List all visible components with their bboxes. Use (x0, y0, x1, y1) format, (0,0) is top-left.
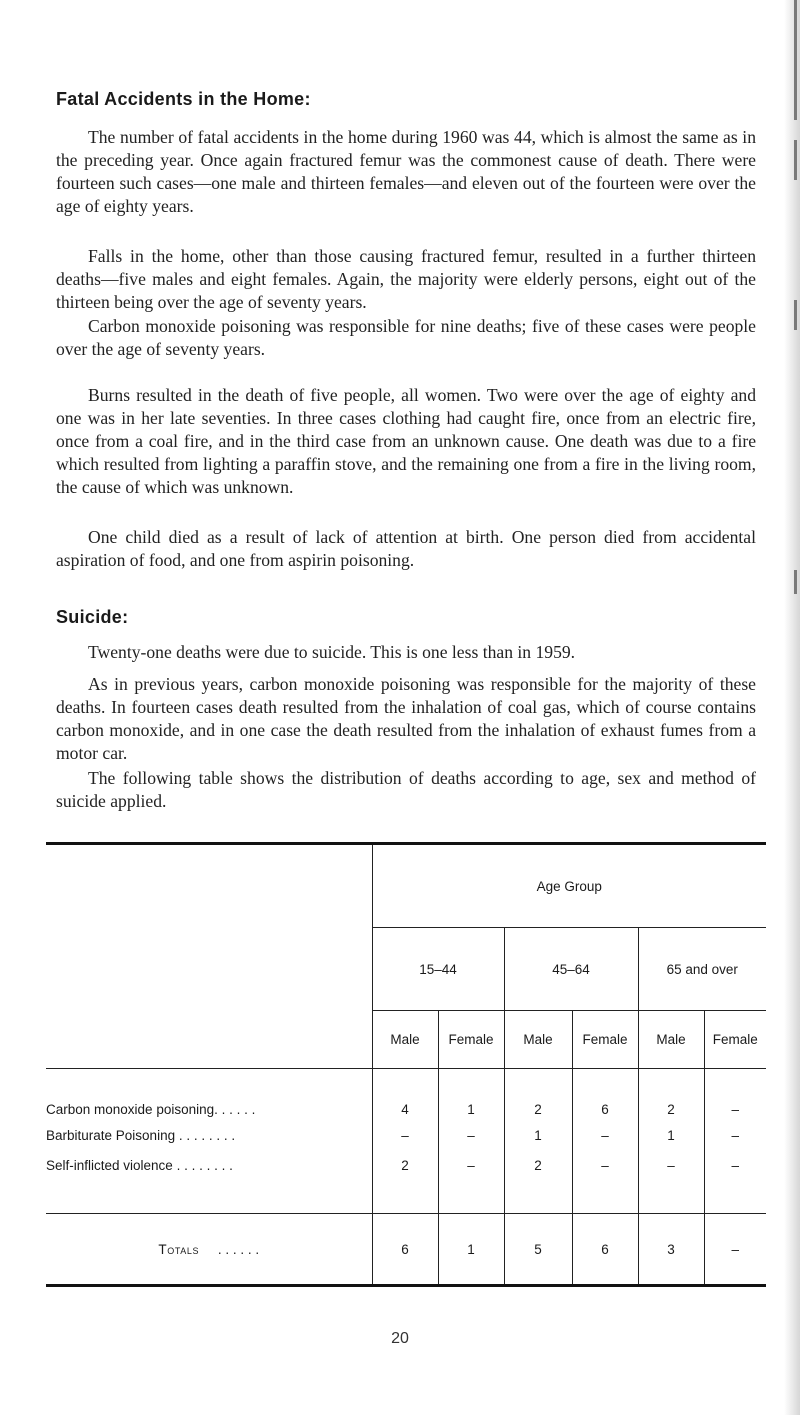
stub-header (46, 844, 372, 928)
row-label: Barbiturate Poisoning . . . . . . . . (46, 1128, 236, 1143)
table-row (46, 1152, 766, 1214)
cell: 4 (372, 1069, 438, 1120)
sex-header: Female (704, 1011, 766, 1069)
paragraph: Carbon monoxide poisoning was responsible for nine deaths; five of these cases were people over the age of seventy years. (56, 316, 756, 359)
paragraph: Burns resulted in the death of five people, all women. Two were over the age of eighty and one was in her late seventies. In three cases clothing had caught fire, once from an electric fire, once from a coal fire, and in the third case from an unknown cause. One death was due to a fire which resulted from lighting a paraffin stove, and the remaining one from a fire in the living room, the cause of which was unknown. (56, 385, 756, 497)
row-label: Self-inflicted violence . . . . . . . . (46, 1152, 372, 1214)
table-row (46, 1069, 766, 1120)
total-cell: 3 (638, 1214, 704, 1286)
paragraph: Falls in the home, other than those causing fractured femur, resulted in a further thirteen deaths—five males and eight females. Again, the majority were elderly persons, eight out of the thirteen being over the age of seventy years. (56, 246, 756, 312)
cell: – (572, 1152, 638, 1214)
cell: 1 (504, 1120, 572, 1152)
cell: 1 (438, 1069, 504, 1120)
cell: – (572, 1120, 638, 1152)
page-number: 20 (391, 1330, 409, 1347)
age-group-label: 65 and over (638, 928, 766, 1011)
total-cell: 1 (438, 1214, 504, 1286)
cell: – (704, 1120, 766, 1152)
edge-mark (794, 0, 797, 120)
cell: 2 (638, 1069, 704, 1120)
sex-header: Female (438, 1011, 504, 1069)
age-group-label: 15–44 (372, 928, 504, 1011)
paragraph: The following table shows the distribution of deaths according to age, sex and method of suicide applied. (56, 768, 756, 811)
age-group-header: Age Group (372, 844, 766, 928)
section-heading-suicide: Suicide: (56, 607, 129, 627)
cell: – (372, 1120, 438, 1152)
cell: 6 (572, 1069, 638, 1120)
page-edge-shadow (784, 0, 800, 1415)
paragraph: As in previous years, carbon monoxide poisoning was responsible for the majority of these deaths. In fourteen cases death resulted from the inhalation of coal gas, which of course contains carbon monoxide, and in one case the death resulted from the inhalation of exhaust fumes from a motor car. (56, 674, 756, 763)
sex-header: Male (504, 1011, 572, 1069)
cell: – (438, 1120, 504, 1152)
cell: 2 (372, 1152, 438, 1214)
table-row (46, 1120, 766, 1152)
cell: – (638, 1152, 704, 1214)
paragraph: One child died as a result of lack of attention at birth. One person died from accidental aspiration of food, and one from aspirin poisoning. (56, 527, 756, 570)
edge-mark (794, 570, 797, 594)
sex-header: Female (572, 1011, 638, 1069)
cell: 1 (638, 1120, 704, 1152)
age-group-label: 45–64 (504, 928, 638, 1011)
stub-header (46, 1011, 372, 1069)
total-cell: 5 (504, 1214, 572, 1286)
section-heading-fatal-accidents: Fatal Accidents in the Home: (56, 89, 311, 109)
edge-mark (794, 300, 797, 330)
sex-header: Male (638, 1011, 704, 1069)
row-label: Carbon monoxide poisoning. . . . . . (46, 1101, 256, 1117)
total-cell: 6 (372, 1214, 438, 1286)
cell: – (704, 1152, 766, 1214)
edge-mark (794, 140, 797, 180)
totals-leader-dots: . . . . . . (217, 1241, 260, 1257)
cell: – (438, 1152, 504, 1214)
stub-header (46, 928, 372, 1011)
suicide-distribution-table (46, 842, 766, 1287)
totals-label (46, 1214, 372, 1286)
cell: 2 (504, 1152, 572, 1214)
cell: – (704, 1069, 766, 1120)
cell: 2 (504, 1069, 572, 1120)
totals-label-text: Totals (158, 1241, 200, 1257)
paragraph: The number of fatal accidents in the home during 1960 was 44, which is almost the same as in the preceding year. Once again fractured femur was the commonest cause of death. There were fourteen such cases—one male and thirteen females—and eleven out of the fourteen were over the age of eighty years. (56, 127, 756, 216)
totals-row (46, 1214, 766, 1286)
total-cell: – (704, 1214, 766, 1286)
total-cell: 6 (572, 1214, 638, 1286)
sex-header: Male (372, 1011, 438, 1069)
paragraph: Twenty-one deaths were due to suicide. This is one less than in 1959. (88, 642, 576, 662)
